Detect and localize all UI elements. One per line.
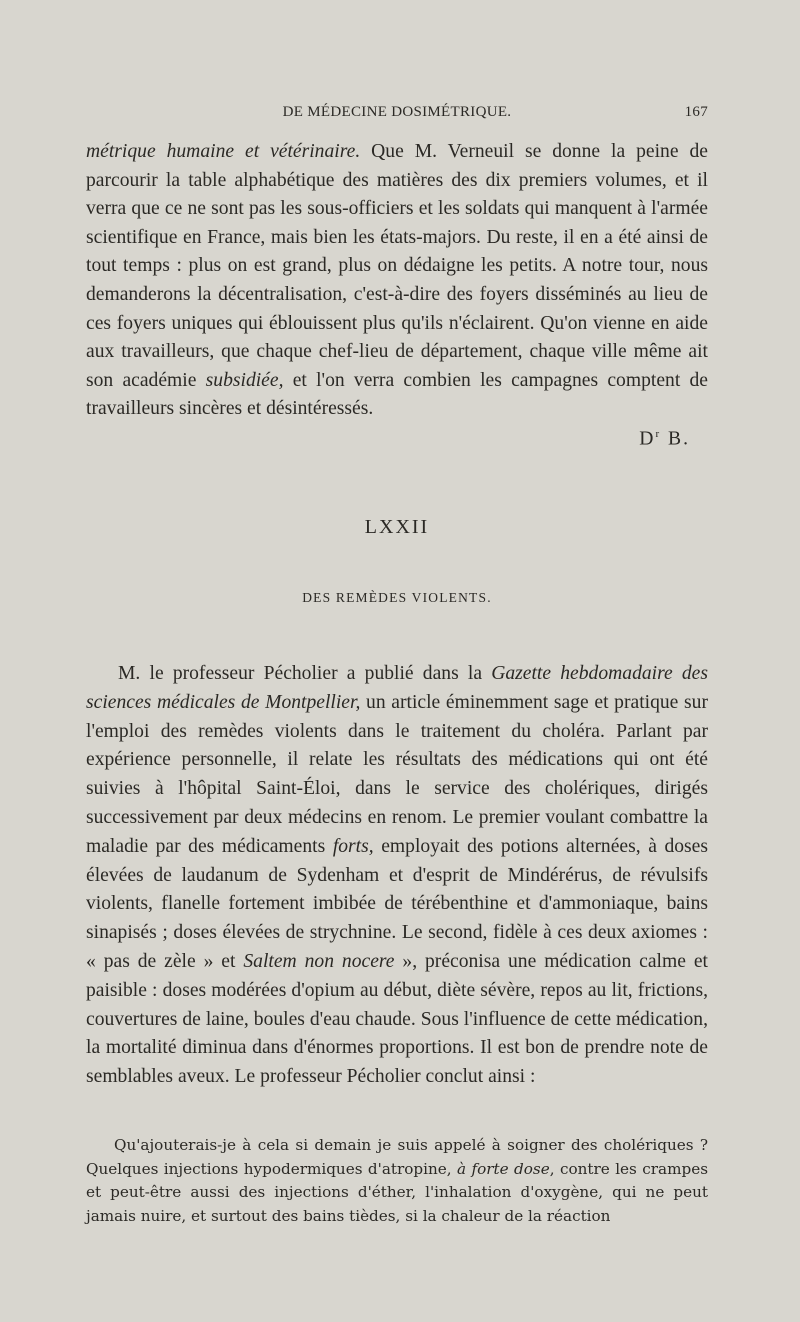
italic-text: métrique humaine et vétérinaire. [86,141,361,162]
author-signature [639,428,690,451]
italic-text: à forte dose [457,1159,550,1178]
paragraph-text: », préconisa une médication calme et paisible : doses modérées d'opium au début, diète sévère, repos au lit, frictions, couvertures de laine, boules d'eau chaude. Sous l'influence de cette médication, la mortalité diminua dans d'énormes proportions. Il est bon de prendre note de semblables aveux. Le professeur Pécholier conclut ainsi : [86,950,708,1088]
running-head-title: DE MÉDECINE DOSIMÉTRIQUE. [282,104,512,120]
paragraph-main [86,660,708,1092]
signature-dr: D [639,428,656,450]
chapter-title: DES REMÈDES VIOLENTS. [302,590,492,605]
quote-text: , contre les crampes et peut-être aussi des injections d'éther, l'inhalation d'oxygène, qui ne peut jamais nuire, et surtout des bains tièdes, si la chaleur de la réaction [86,1159,708,1225]
quote-text: Qu'ajouterais-je à cela si demain je suis appelé à soigner des cholériques ? Quelques injections hypodermiques d'atropine, [86,1136,708,1178]
chapter-number: LXXII [364,516,430,538]
signature-dr-sup: r [655,428,662,440]
paragraph-continuation [86,138,708,424]
italic-text: subsidiée, [205,369,284,391]
paragraph-text: M. le professeur Pécholier a publié dans la [118,663,492,684]
signature-initial: B. [661,428,690,450]
paragraph-text: employait des potions alternées, à doses élevées de laudanum de Sydenham et d'esprit de Mindérérus, de révulsifs violents, flanelle fortement imbibée de térébenthine et d'ammoniaque, bains sinapisés ; doses élevées de strychnine. Le second, fidèle à ces deux axiomes : « pas de zèle » et [86,835,709,972]
paragraph-text: Que M. Verneuil se donne la peine de parcourir la table alphabétique des matières des dix premiers volumes, et il verra que ce ne sont pas les sous-officiers et les soldats qui manquent à l'armée scientifique en France, mais bien les états-majors. Du reste, il en a été ainsi de tout temps : plus on est grand, plus on dédaigne les petits. A notre tour, nous demanderons la décentralisation, c'est-à-dire des foyers disséminés au lieu de ces foyers uniques qui éblouissent plus qu'ils n'éclairent. Qu'on vienne en aide aux travailleurs, que chaque chef-lieu de département, chaque ville même ait son académie [86,141,708,391]
paragraph-text: un article éminemment sage et pratique sur l'emploi des remèdes violents dans le traitement du choléra. Parlant par expérience personnelle, il relate les résultats des médications qui ont été suivies à l'hôpital Saint-Éloi, dans le service des cholériques, dirigés successivement par deux médecins en renom. Le premier voulant combattre la maladie par des médicaments [86,691,708,857]
italic-text: Gazette hebdomadaire des sciences médicales de Montpellier, [86,663,708,713]
italic-text: forts, [332,835,374,857]
italic-text: Saltem non nocere [243,950,395,972]
page-number: 167 [684,104,708,120]
paragraph-text: et l'on verra combien les campagnes comptent de travailleurs sincères et désintéressés. [86,369,708,420]
block-quote [86,1134,708,1228]
